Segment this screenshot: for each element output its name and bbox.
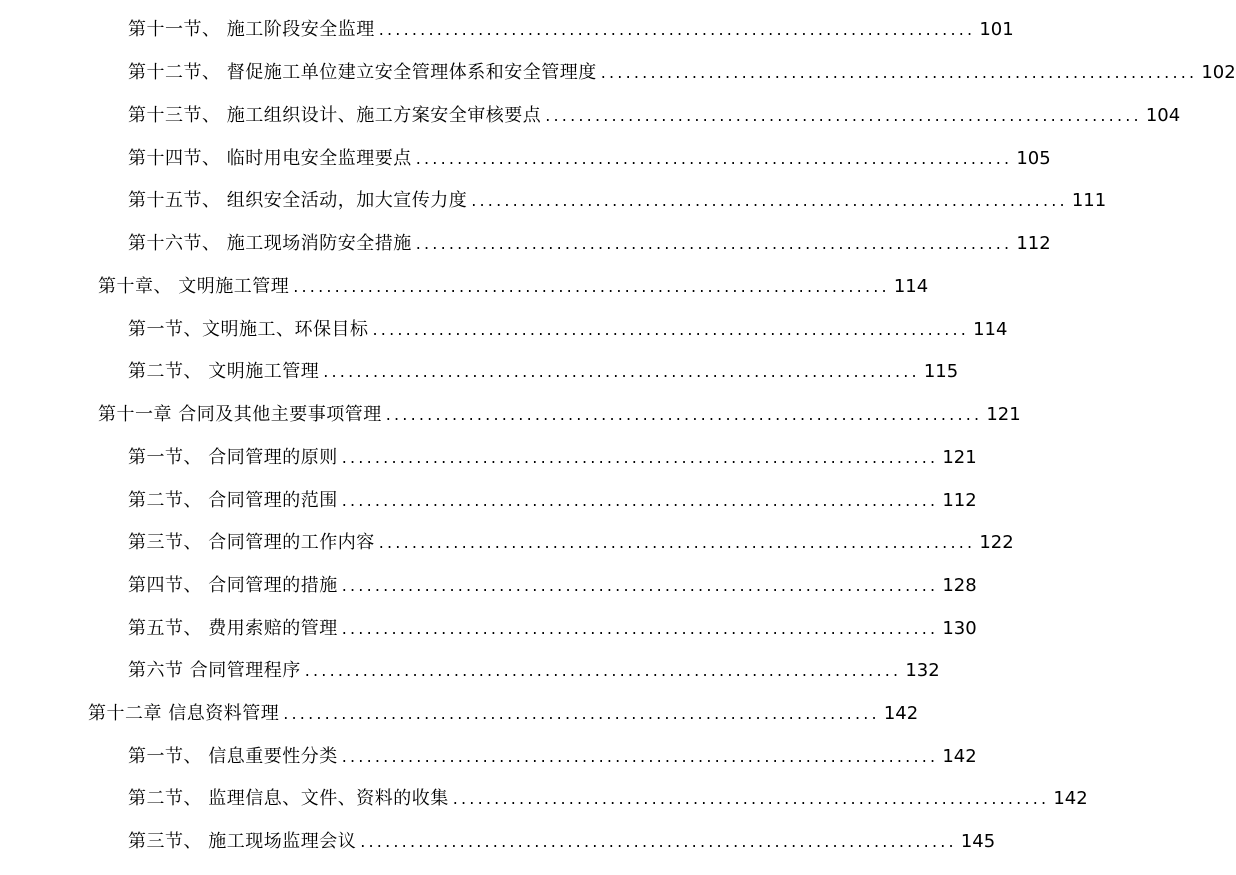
entry-page-number: 121 xyxy=(942,447,977,468)
entry-title: 第二节、 合同管理的范围 xyxy=(128,490,338,511)
entry-page-number: 130 xyxy=(942,618,977,639)
dot-leader: ........................................................................ xyxy=(360,832,957,851)
entry-page-number: 142 xyxy=(942,746,977,767)
toc-entry[interactable] xyxy=(128,231,1051,257)
toc-entry[interactable] xyxy=(128,103,1181,129)
toc-entry[interactable] xyxy=(128,786,1088,812)
dot-leader: ........................................................................ xyxy=(415,149,1013,168)
entry-title: 第一节、文明施工、环保目标 xyxy=(128,319,369,340)
entry-title: 第十三节、 施工组织设计、施工方案安全审核要点 xyxy=(128,105,542,126)
entry-title: 第六节 合同管理程序 xyxy=(128,660,301,681)
toc-entry[interactable] xyxy=(128,573,977,599)
dot-leader: ........................................................................ xyxy=(323,362,920,381)
toc-entry[interactable] xyxy=(128,17,1014,43)
entry-page-number: 102 xyxy=(1201,62,1236,83)
dot-leader: ........................................................................ xyxy=(378,533,976,552)
entry-page-number: 132 xyxy=(905,660,940,681)
entry-page-number: 101 xyxy=(979,19,1014,40)
dot-leader: ........................................................................ xyxy=(341,491,939,510)
entry-page-number: 111 xyxy=(1071,190,1107,211)
entry-title: 第十六节、 施工现场消防安全措施 xyxy=(128,233,412,254)
entry-page-number: 145 xyxy=(960,831,996,852)
entry-page-number: 112 xyxy=(1016,233,1051,254)
entry-page-number: 104 xyxy=(1145,105,1181,126)
dot-leader: ........................................................................ xyxy=(341,619,939,638)
toc-entry[interactable] xyxy=(128,146,1051,172)
dot-leader: ........................................................................ xyxy=(385,405,983,424)
entry-page-number: 114 xyxy=(973,319,1008,340)
toc-entry[interactable] xyxy=(128,658,940,684)
entry-page-number: 115 xyxy=(923,361,959,382)
entry-page-number: 121 xyxy=(986,404,1021,425)
dot-leader: ........................................................................ xyxy=(415,234,1013,253)
toc-entry[interactable] xyxy=(88,701,919,727)
entry-page-number: 128 xyxy=(942,575,977,596)
entry-title: 第三节、 合同管理的工作内容 xyxy=(128,532,375,553)
toc-entry[interactable] xyxy=(128,616,977,642)
entry-title: 第五节、 费用索赔的管理 xyxy=(128,618,338,639)
entry-title: 第十二章 信息资料管理 xyxy=(88,703,280,724)
entry-title: 第四节、 合同管理的措施 xyxy=(128,575,338,596)
entry-page-number: 112 xyxy=(942,490,977,511)
dot-leader: ........................................................................ xyxy=(452,789,1050,808)
dot-leader: ........................................................................ xyxy=(378,20,976,39)
dot-leader: ........................................................................ xyxy=(341,747,939,766)
dot-leader: ........................................................................ xyxy=(471,191,1068,210)
dot-leader: ........................................................................ xyxy=(341,448,939,467)
toc-entry[interactable] xyxy=(128,188,1107,214)
entry-title: 第三节、 施工现场监理会议 xyxy=(128,831,357,852)
entry-title: 第二节、 文明施工管理 xyxy=(128,361,320,382)
entry-title: 第一节、 合同管理的原则 xyxy=(128,447,338,468)
toc-entry[interactable] xyxy=(128,359,959,385)
entry-title: 第二节、 监理信息、文件、资料的收集 xyxy=(128,788,449,809)
toc-entry[interactable] xyxy=(98,274,929,300)
entry-page-number: 105 xyxy=(1016,148,1051,169)
toc-entry[interactable] xyxy=(128,488,977,514)
entry-title: 第十一节、 施工阶段安全监理 xyxy=(128,19,375,40)
dot-leader: ........................................................................ xyxy=(341,576,939,595)
entry-page-number: 142 xyxy=(883,703,919,724)
toc-entry[interactable] xyxy=(98,402,1021,428)
toc-entry[interactable] xyxy=(128,530,1014,556)
entry-title: 第十五节、 组织安全活动，加大宣传力度 xyxy=(128,190,468,211)
toc-entry[interactable] xyxy=(128,445,977,471)
entry-title: 第十二节、 督促施工单位建立安全管理体系和安全管理度 xyxy=(128,62,597,83)
dot-leader: ........................................................................ xyxy=(283,704,880,723)
entry-title: 第一节、 信息重要性分类 xyxy=(128,746,338,767)
dot-leader: ........................................................................ xyxy=(545,106,1142,125)
dot-leader: ........................................................................ xyxy=(304,661,902,680)
dot-leader: ........................................................................ xyxy=(600,63,1198,82)
toc-entry[interactable] xyxy=(128,744,977,770)
toc-entry[interactable] xyxy=(128,60,1236,86)
dot-leader: ........................................................................ xyxy=(372,320,970,339)
toc-entry[interactable] xyxy=(128,829,996,855)
toc-entry[interactable] xyxy=(128,317,1008,343)
entry-title: 第十章、 文明施工管理 xyxy=(98,276,290,297)
entry-title: 第十四节、 临时用电安全监理要点 xyxy=(128,148,412,169)
entry-page-number: 122 xyxy=(979,532,1014,553)
entry-title: 第十一章 合同及其他主要事项管理 xyxy=(98,404,382,425)
entry-page-number: 142 xyxy=(1053,788,1088,809)
dot-leader: ........................................................................ xyxy=(293,277,890,296)
entry-page-number: 114 xyxy=(893,276,929,297)
